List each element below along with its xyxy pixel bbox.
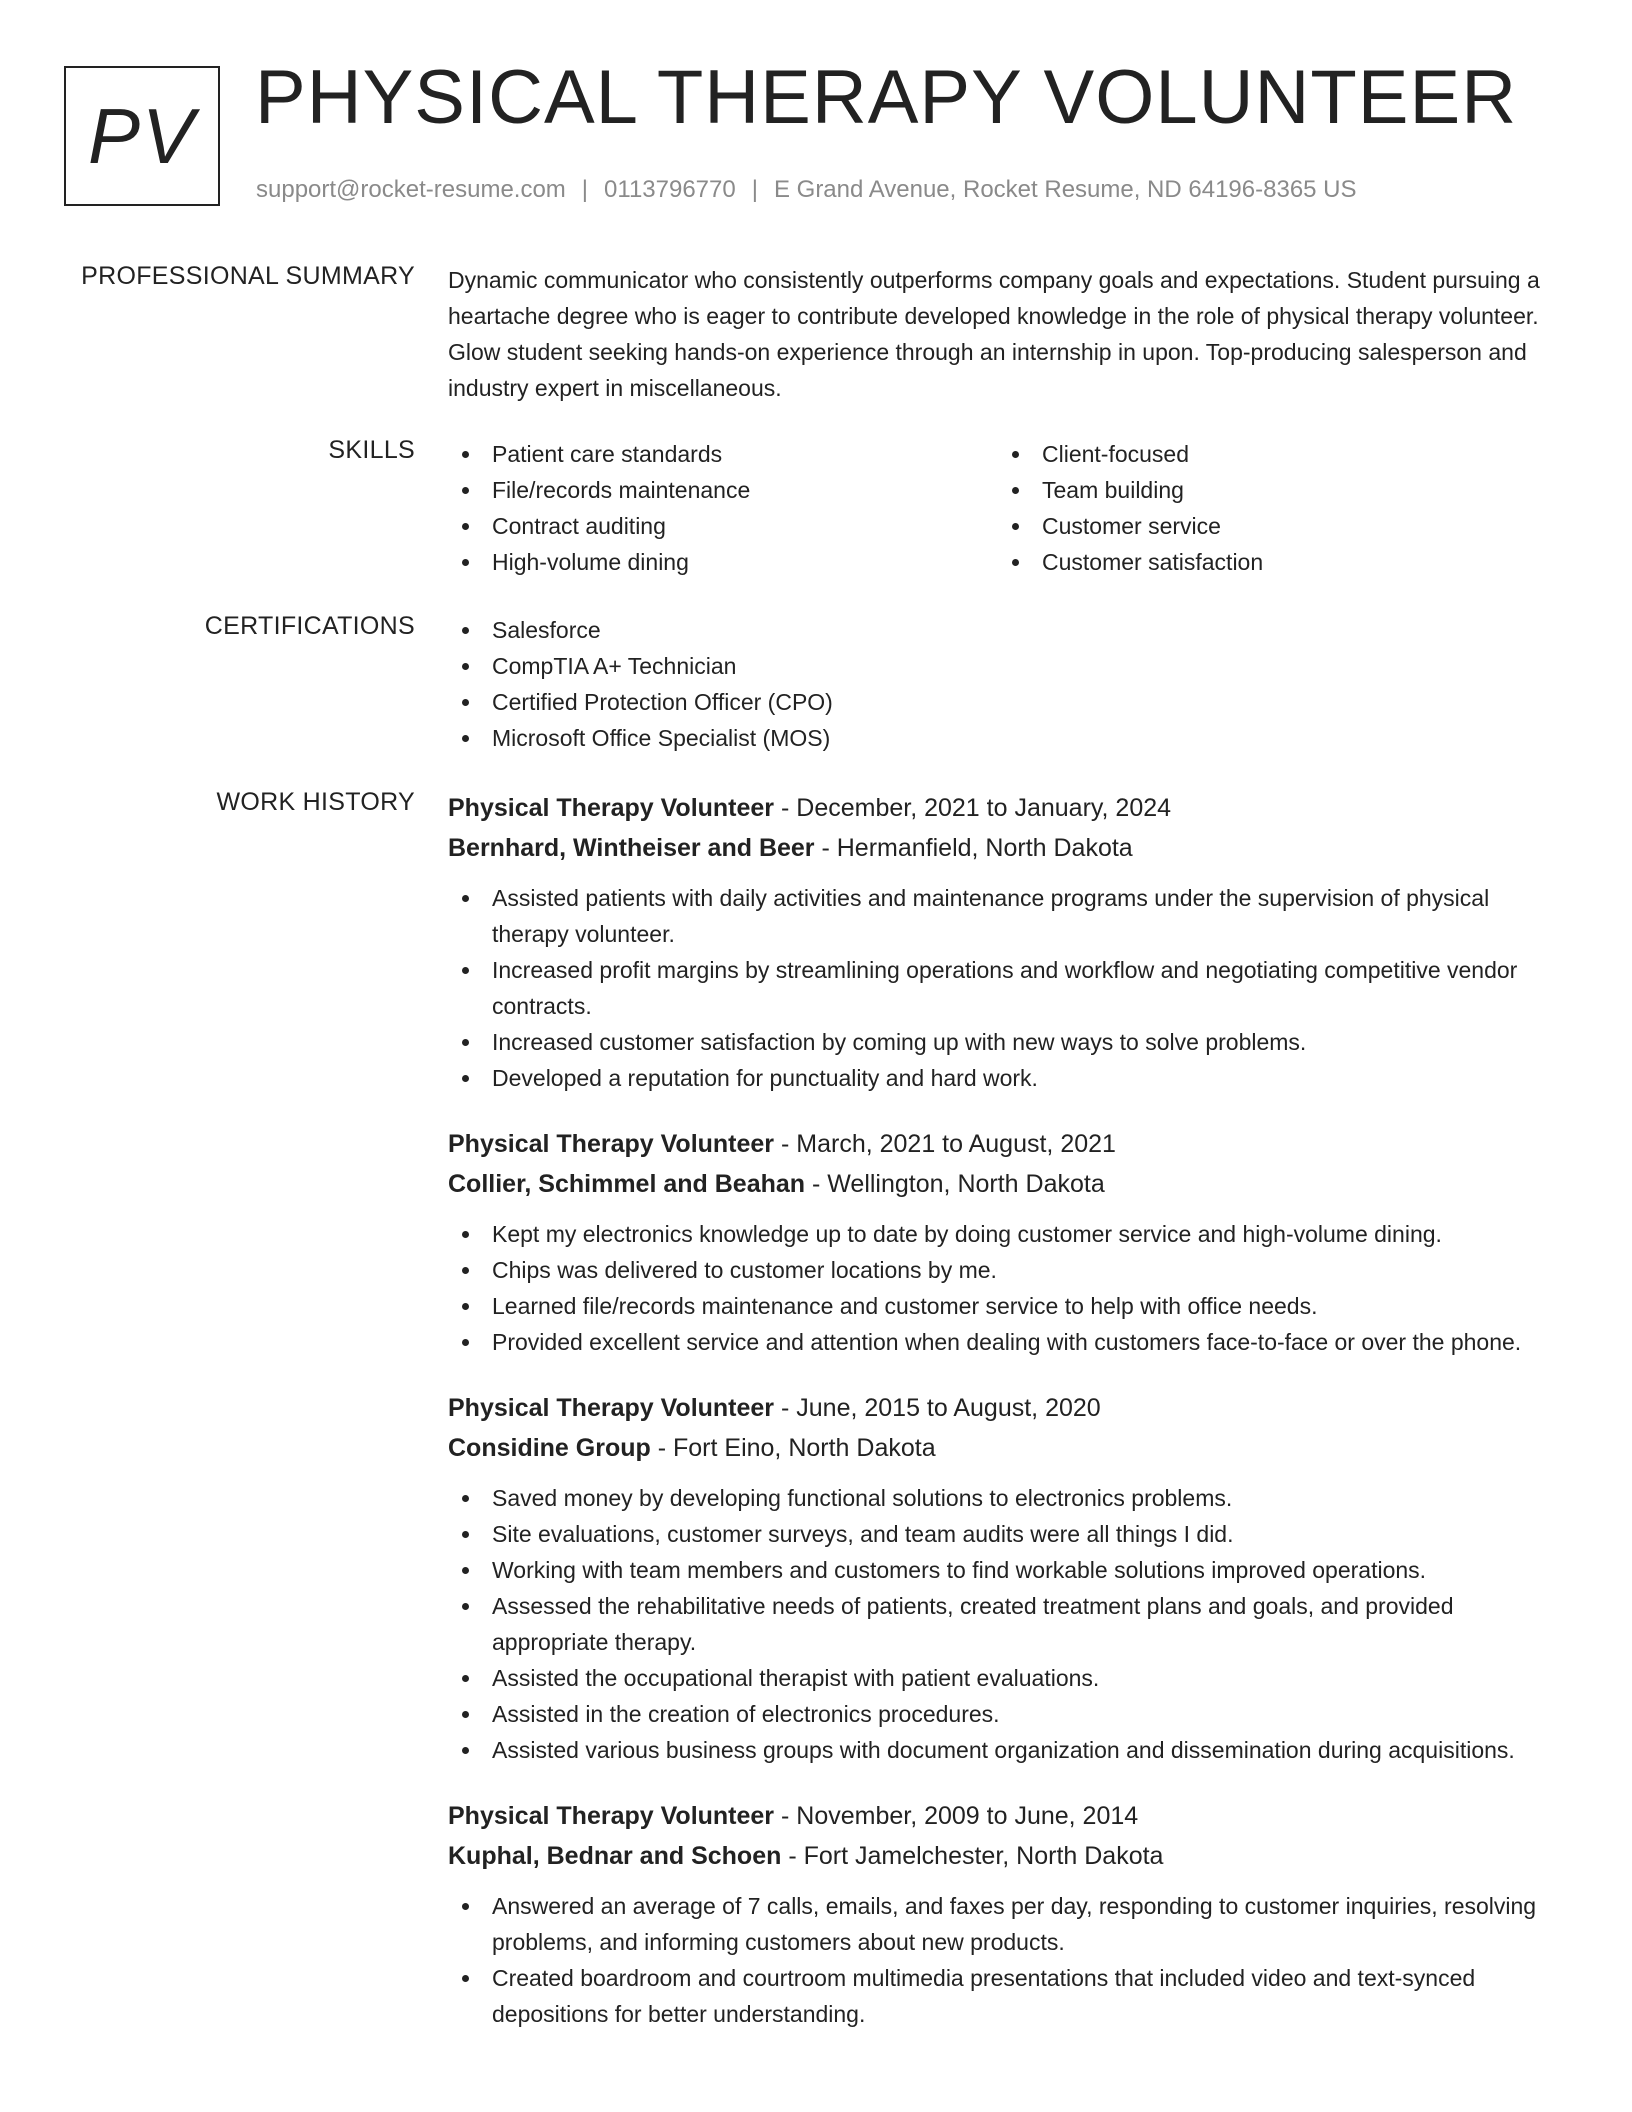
- job-dates: - November, 2009 to June, 2014: [774, 1802, 1139, 1830]
- job-location: - Hermanfield, North Dakota: [814, 834, 1133, 862]
- job-bullets: [448, 1888, 1568, 2032]
- job-bullet: Assisted patients with daily activities and maintenance programs under the supervision of physical therapy volunteer.: [448, 880, 1568, 952]
- skills-label: SKILLS: [328, 436, 415, 464]
- resume-title: PHYSICAL THERAPY VOLUNTEER: [255, 55, 1518, 140]
- job-bullet: Created boardroom and courtroom multimedia presentations that included video and text-synced depositions for better understanding.: [448, 1960, 1568, 2032]
- job-company-line: [448, 828, 1568, 868]
- job-title: Physical Therapy Volunteer: [448, 1130, 775, 1158]
- job-dates: - March, 2021 to August, 2021: [774, 1130, 1116, 1158]
- job-title-line: [448, 1124, 1568, 1164]
- job-bullet: Site evaluations, customer surveys, and team audits were all things I did.: [448, 1516, 1568, 1552]
- certifications-body: [448, 612, 1568, 756]
- job-bullet: Assisted various business groups with document organization and dissemination during acquisitions.: [448, 1732, 1568, 1768]
- job-bullets: [448, 880, 1568, 1096]
- certification-item: Salesforce: [448, 612, 1568, 648]
- work-history-label: WORK HISTORY: [216, 788, 415, 816]
- job-bullet: Assisted the occupational therapist with patient evaluations.: [448, 1660, 1568, 1696]
- job-title-line: [448, 788, 1568, 828]
- job-bullet: Increased profit margins by streamlining operations and workflow and negotiating competitive vendor contracts.: [448, 952, 1568, 1024]
- certification-item: Certified Protection Officer (CPO): [448, 684, 1568, 720]
- job-company-line: [448, 1164, 1568, 1204]
- job-company: Collier, Schimmel and Beahan: [448, 1170, 806, 1198]
- certifications-label: CERTIFICATIONS: [204, 612, 415, 640]
- job-bullet: Assisted in the creation of electronics procedures.: [448, 1696, 1568, 1732]
- job-bullet: Kept my electronics knowledge up to date by doing customer service and high-volume dining.: [448, 1216, 1568, 1252]
- job-bullet: Increased customer satisfaction by coming up with new ways to solve problems.: [448, 1024, 1568, 1060]
- skill-item: Customer service: [998, 508, 1548, 544]
- contact-separator: |: [751, 176, 758, 203]
- certification-item: Microsoft Office Specialist (MOS): [448, 720, 1568, 756]
- skill-item: Patient care standards: [448, 436, 998, 472]
- monogram-box: [64, 66, 220, 206]
- job-bullet: Learned file/records maintenance and customer service to help with office needs.: [448, 1288, 1568, 1324]
- certification-item: CompTIA A+ Technician: [448, 648, 1568, 684]
- skill-item: File/records maintenance: [448, 472, 998, 508]
- job-title: Physical Therapy Volunteer: [448, 794, 775, 822]
- job-location: - Fort Eino, North Dakota: [650, 1434, 936, 1462]
- job-bullet: Answered an average of 7 calls, emails, and faxes per day, responding to customer inquiries, resolving problems, and informing customers about new products.: [448, 1888, 1568, 1960]
- contact-phone[interactable]: 0113796770: [604, 176, 736, 203]
- job-location: - Fort Jamelchester, North Dakota: [781, 1842, 1164, 1870]
- job-entry: [448, 1796, 1568, 2032]
- job-bullet: Assessed the rehabilitative needs of patients, created treatment plans and goals, and provided appropriate therapy.: [448, 1588, 1568, 1660]
- job-company: Kuphal, Bednar and Schoen: [448, 1842, 782, 1870]
- job-company: Considine Group: [448, 1434, 651, 1462]
- summary-body: [448, 262, 1568, 406]
- job-entry: [448, 788, 1568, 1096]
- job-bullet: Working with team members and customers to find workable solutions improved operations.: [448, 1552, 1568, 1588]
- job-title: Physical Therapy Volunteer: [448, 1802, 775, 1830]
- skills-column-2: [998, 436, 1548, 580]
- job-title-line: [448, 1388, 1568, 1428]
- job-company-line: [448, 1836, 1568, 1876]
- job-bullets: [448, 1480, 1568, 1768]
- contact-line: [256, 176, 1357, 204]
- skill-item: High-volume dining: [448, 544, 998, 580]
- job-dates: - December, 2021 to January, 2024: [774, 794, 1172, 822]
- work-history-body: [448, 788, 1568, 2060]
- job-entry: [448, 1124, 1568, 1360]
- contact-separator: |: [581, 176, 589, 203]
- skill-item: Contract auditing: [448, 508, 998, 544]
- monogram-text: PV: [87, 91, 197, 180]
- job-title-line: [448, 1796, 1568, 1836]
- skills-column-1: [448, 436, 998, 580]
- job-dates: - June, 2015 to August, 2020: [774, 1394, 1101, 1422]
- job-bullets: [448, 1216, 1568, 1360]
- contact-address: E Grand Avenue, Rocket Resume, ND 64196-8365 US: [773, 176, 1357, 203]
- skills-body: [448, 436, 1568, 580]
- job-entry: [448, 1388, 1568, 1768]
- certifications-list: [448, 612, 1568, 756]
- job-title: Physical Therapy Volunteer: [448, 1394, 775, 1422]
- job-bullet: Saved money by developing functional solutions to electronics problems.: [448, 1480, 1568, 1516]
- skill-item: Team building: [998, 472, 1548, 508]
- job-bullet: Provided excellent service and attention when dealing with customers face-to-face or over the phone.: [448, 1324, 1568, 1360]
- summary-text: Dynamic communicator who consistently outperforms company goals and expectations. Student pursuing a heartache degree who is eager to contribute developed knowledge in the role of physical therapy volunteer. Glow student seeking hands-on experience through an internship in upon. Top-producing salesperson and industry expert in miscellaneous.: [448, 267, 1540, 401]
- job-company: Bernhard, Wintheiser and Beer: [448, 834, 815, 862]
- contact-email[interactable]: support@rocket-resume.com: [256, 176, 566, 203]
- skill-item: Customer satisfaction: [998, 544, 1548, 580]
- summary-label: PROFESSIONAL SUMMARY: [81, 262, 415, 290]
- job-bullet: Developed a reputation for punctuality and hard work.: [448, 1060, 1568, 1096]
- job-bullet: Chips was delivered to customer locations by me.: [448, 1252, 1568, 1288]
- skill-item: Client-focused: [998, 436, 1548, 472]
- job-company-line: [448, 1428, 1568, 1468]
- job-location: - Wellington, North Dakota: [805, 1170, 1105, 1198]
